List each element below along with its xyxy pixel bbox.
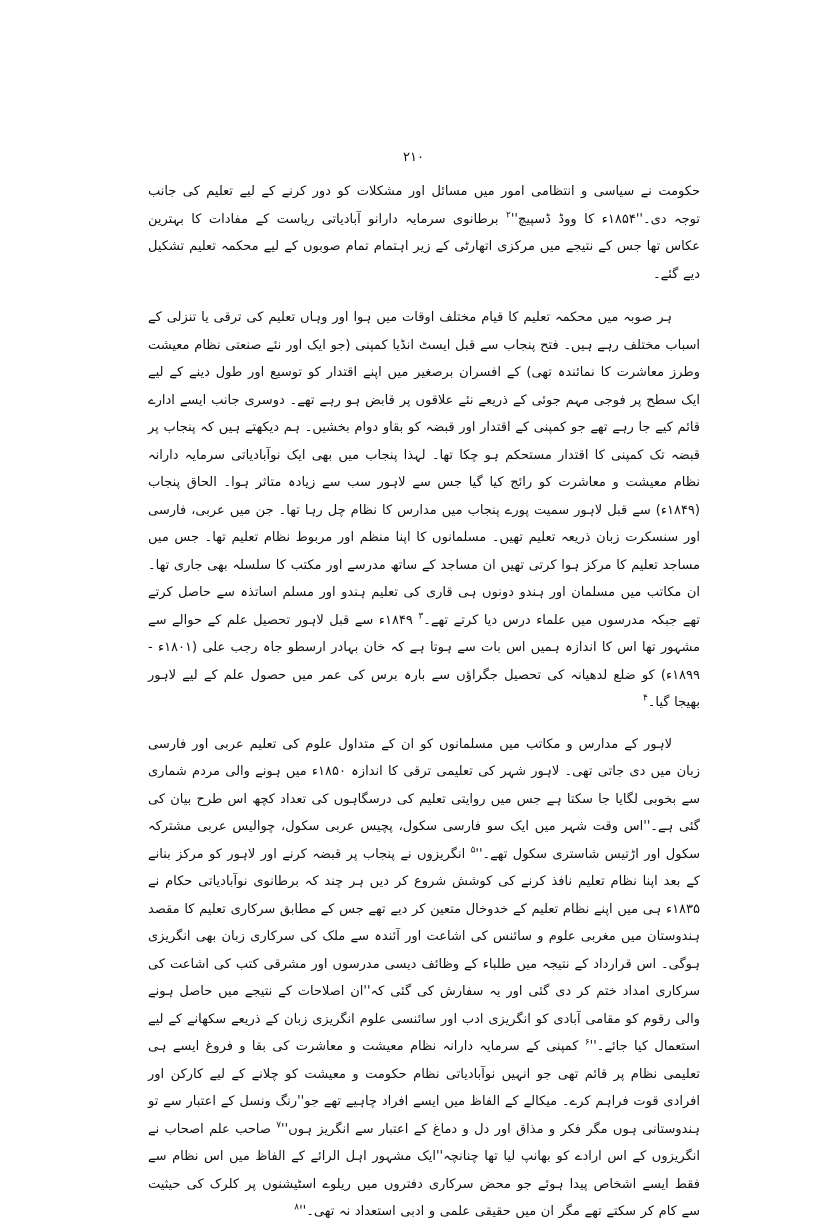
paragraph-3-text: لاہور کے مدارس و مکاتب میں مسلمانوں کو ان کے متداول علوم کی تعلیم عربی اور فارسی زبان میں دی جاتی تھی۔ لاہور شہر کی تعلیمی ترقی کا اندازہ ۱۸۵۰ء میں ہونے والی مردم شماری سے بخوبی لگایا جا سکتا ہے جس میں روایتی تعلیم کی درسگاہوں کی تعداد کچھ اس طرح بیان کی گئی ہے۔''اس وقت شہر میں ایک سو فارسی سکول، پچیس عربی سکول، چوالیس عربی مشترکہ سکول اور اڑتیس شاستری سکول تھے۔'' bbox=[148, 736, 700, 862]
paragraph-3-text-cont-3: صاحب علم اصحاب نے انگریزوں کے اس ارادے کو بھانپ لیا تھا چنانچہ''ایک مشہور اہل الرائے کے الفاظ میں اس نظام سے فقط ایسے اشخاص پیدا ہوئے جو محض سرکاری دفتروں میں ریلوے اسٹیشنوں پر کلرک کی حیثیت سے کام کر سکتے تھے مگر ان میں حقیقی علمی و ادبی استعداد نہ تھی۔'' bbox=[148, 1121, 700, 1219]
paragraph-3-text-cont: انگریزوں نے پنجاب پر قبضہ کرنے اور لاہور کو مرکز بنانے کے بعد اپنا نظام تعلیم نافذ کرنے کی کوشش شروع کر دیں ہر چند کہ برطانوی نوآبادیاتی حکام نے ۱۸۳۵ء ہی میں اپنے نظام تعلیم کے خدوخال متعین کر دیے تھے جس کے مطابق سرکاری تعلیم کا مقصد ہندوستان میں مغربی علوم و سائنس کی اشاعت اور آئندہ سے ملک کی سرکاری زبان بھی انگریزی ہوگی۔ اس قرارداد کے نتیجہ میں طلباء کے وظائف دیسی مدرسوں اور مشرقی کتب کی اشاعت کی سرکاری امداد ختم کر دی گئی اور یہ سفارش کی گئی کہ''ان اصلاحات کے نتیجے میں حاصل ہونے والی رقوم کو مقامی آبادی کو انگریزی ادب اور سائنسی علوم انگریزی زبان کے ذریعے سکھانے کے لیے استعمال کیا جائے۔'' bbox=[148, 846, 700, 1054]
footnote-mark: ۵ bbox=[470, 845, 476, 856]
paragraph-1 bbox=[148, 178, 700, 288]
footnote-mark: ۴ bbox=[642, 693, 648, 704]
footnote-mark: ۲ bbox=[506, 210, 511, 221]
footnote-mark: ۶ bbox=[584, 1037, 590, 1048]
paragraph-1-text-cont: برطانوی سرمایہ دارانو آبادیاتی ریاست کے مفادات کا بہترین عکاس تھا جس کے نتیجے میں مرکزی اتھارٹی کے زیر اہتمام تمام صوبوں کے لیے محکمہ تعلیم تشکیل دیے گئے۔ bbox=[148, 211, 700, 282]
footnote-mark: ۷ bbox=[276, 1120, 282, 1131]
footnote-mark: ۳ bbox=[418, 611, 424, 622]
paragraph-3 bbox=[148, 731, 700, 1226]
footnote-mark: ۸ bbox=[294, 1202, 300, 1213]
body-text bbox=[148, 178, 700, 1226]
paragraph-2 bbox=[148, 304, 700, 717]
paragraph-1-text: حکومت نے سیاسی و انتظامی امور میں مسائل اور مشکلات کو دور کرنے کے لیے تعلیم کی جانب توجہ دی۔''۱۸۵۴ء کا ووڈ ڈسپیچ'' bbox=[148, 184, 700, 227]
paragraph-2-text-cont: ۱۸۴۹ء سے قبل لاہور تحصیل علم کے حوالے سے مشہور تھا اس کا اندازہ ہمیں اس بات سے ہوتا ہے کہ خان بہادر ارسطو جاہ رجب علی (۱۸۰۱ء - ۱۸۹۹ء) کو ضلع لدھیانہ کی تحصیل جگراؤں سے بارہ برس کی عمر میں حصول علم کے لیے لاہور بھیجا گیا۔ bbox=[148, 612, 700, 710]
paragraph-3-text-cont-2: کمپنی کے سرمایہ دارانہ نظام معیشت و معاشرت کی بقا و فروغ ایسے ہی تعلیمی نظام پر قائم تھی جو انہیں نوآبادیاتی نظام حکومت و معیشت کو چلانے کے لیے کارکن اور افرادی قوت فراہم کرے۔ میکالے کے الفاظ میں ایسے افراد چاہیے تھے جو''رنگ ونسل کے اعتبار سے تو ہندوستانی ہوں مگر فکر و مذاق اور دل و دماغ کے اعتبار سے انگریز ہوں'' bbox=[148, 1039, 700, 1137]
paragraph-2-text: ہر صوبہ میں محکمہ تعلیم کا قیام مختلف اوقات میں ہوا اور وہاں تعلیم کی ترقی یا تنزلی کے اسباب مختلف رہے ہیں۔ فتح پنجاب سے قبل ایسٹ انڈیا کمپنی (جو ایک اور نئے صنعتی نظام معیشت وطرز معاشرت کا نمائندہ تھی) کے افسران برصغیر میں اپنے اقتدار کو توسیع اور طول دینے کے لیے ایک سطح پر فوجی مہم جوئی کے ذریعے نئے علاقوں پر قابض ہو رہے تھے۔ دوسری جانب ایسے ادارے قائم کیے جا رہے تھے جو کمپنی کے اقتدار اور قبضہ کو بقاو دوام بخشیں۔ ہم دیکھتے ہیں کہ پنجاب پر قبضہ تک کمپنی کا اقتدار مستحکم ہو چکا تھا۔ لہذا پنجاب میں بھی ایک نوآبادیاتی سرمایہ دارانہ نظام معیشت و معاشرت کو رائج کیا گیا جس سے لاہور سب سے زیادہ متاثر ہوا۔ الحاق پنجاب (۱۸۴۹ء) سے قبل لاہور سمیت پورے پنجاب میں مدارس کا نظام چل رہا تھا۔ جن میں عربی، فارسی اور سنسکرت زبان ذریعہ تعلیم تھیں۔ مسلمانوں کا اپنا منظم اور مربوط نظام تعلیم تھا۔ جس میں مساجد تعلیم کا مرکز ہوا کرتی تھیں ان مساجد کے ساتھ مدرسے اور مکتب کا سلسلہ بھی جاری تھا۔ ان مکاتب میں مسلمان اور ہندو دونوں ہی قاری کی تعلیم ہندو اور مسلم اساتذہ سے حاصل کرتے تھے جبکہ مدرسوں میں علماء درس دیا کرتے تھے۔ bbox=[148, 310, 700, 628]
page-number: ۲۱۰ bbox=[403, 150, 424, 165]
